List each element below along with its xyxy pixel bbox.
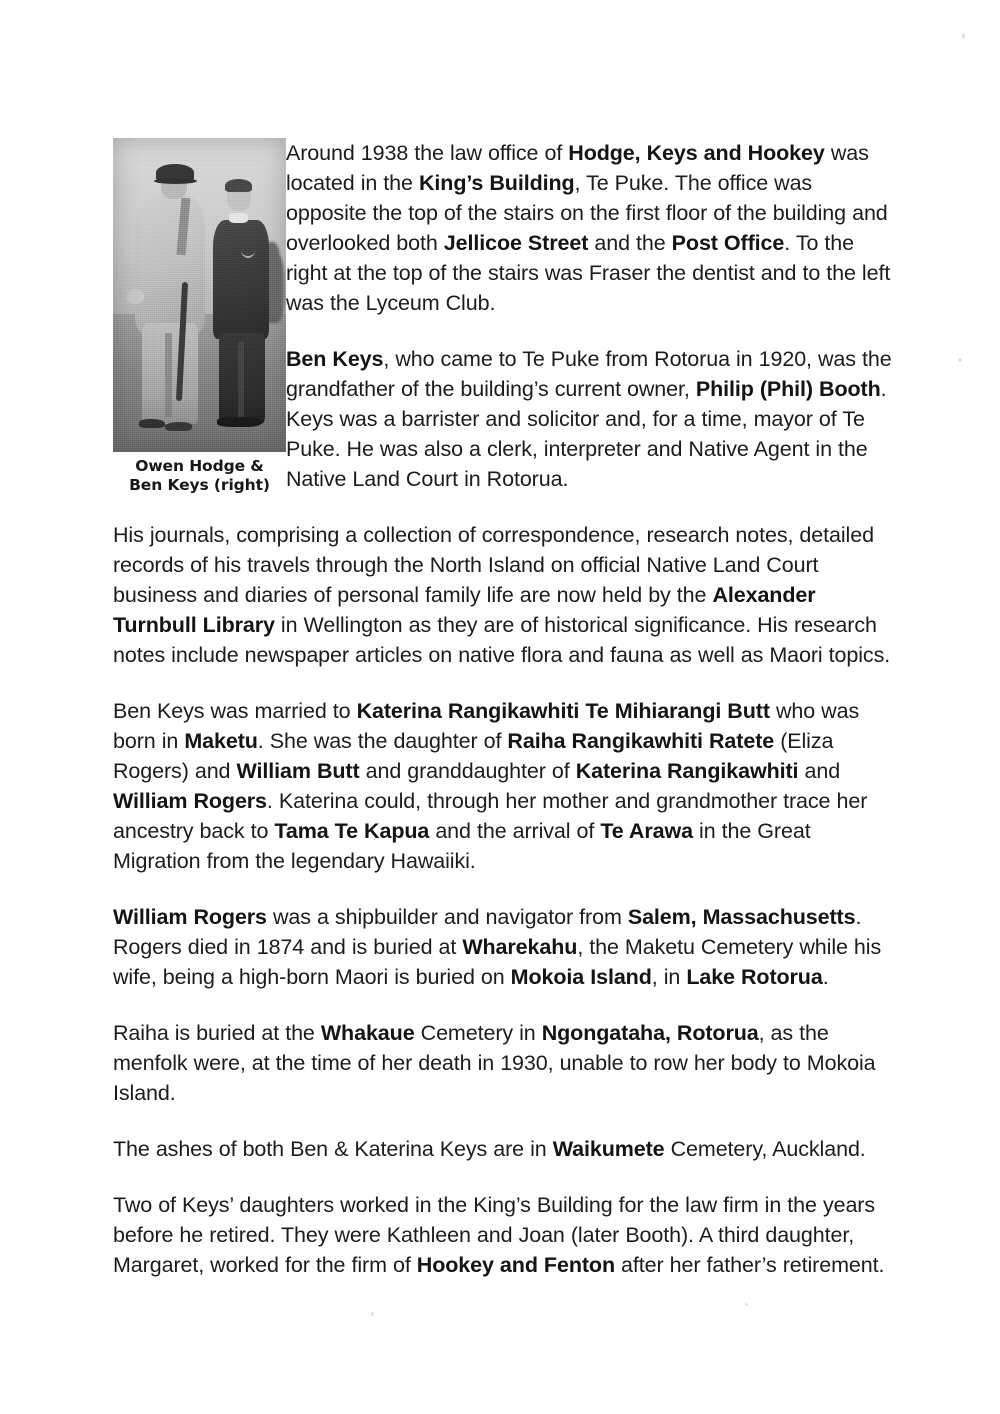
photo-vignette bbox=[113, 138, 286, 452]
text-run: . Rogers died in 1874 and is buried at bbox=[113, 905, 862, 959]
emphasis-run: Salem, Massachusetts bbox=[627, 905, 856, 929]
paragraph-p5-william-rogers bbox=[113, 902, 895, 992]
emphasis-run: Mokoia Island bbox=[510, 965, 652, 989]
historical-photograph bbox=[113, 138, 286, 452]
text-run: . Katerina could, through her mother and grandmother trace her ancestry back to bbox=[113, 789, 868, 843]
text-run: , Te Puke. The office was opposite the top of the stairs on the first floor of the building and overlooked both bbox=[286, 171, 888, 255]
paragraph-p8-daughters bbox=[113, 1190, 895, 1280]
text-run: who was born in bbox=[113, 699, 860, 753]
text-run: . She was the daughter of bbox=[257, 729, 508, 753]
text-run: Cemetery, Auckland. bbox=[664, 1137, 866, 1161]
emphasis-run: William Butt bbox=[236, 759, 360, 783]
emphasis-run: Te Arawa bbox=[600, 819, 693, 843]
emphasis-run: Alexander Turnbull Library bbox=[113, 583, 816, 637]
emphasis-run: Katerina Rangikawhiti Te Mihiarangi Butt bbox=[356, 699, 770, 723]
text-run: (Eliza Rogers) and bbox=[113, 729, 834, 783]
paragraph-p3-journals bbox=[113, 520, 895, 670]
text-run: . bbox=[822, 965, 829, 989]
text-run: Cemetery in bbox=[414, 1021, 542, 1045]
text-run: in the Great Migration from the legendary Hawaiiki. bbox=[113, 819, 811, 873]
text-run: . Keys was a barrister and solicitor and, for a time, mayor of Te Puke. He was also a clerk, interpreter and Native Agent in the Native Land Court in Rotorua. bbox=[286, 377, 887, 491]
text-run: , as the menfolk were, at the time of her death in 1930, unable to row her body to Mokoia Island. bbox=[113, 1021, 876, 1105]
paragraph-p6-raiha bbox=[113, 1018, 895, 1108]
photo-figure bbox=[113, 138, 286, 495]
emphasis-run: King’s Building bbox=[418, 171, 575, 195]
text-run: Raiha is buried at the bbox=[113, 1021, 321, 1045]
emphasis-run: Lake Rotorua bbox=[686, 965, 823, 989]
photo-caption bbox=[113, 457, 286, 495]
scan-speck bbox=[958, 358, 962, 362]
emphasis-run: William Rogers bbox=[113, 789, 267, 813]
emphasis-run: Hookey and Fenton bbox=[416, 1253, 615, 1277]
emphasis-run: Wharekahu bbox=[462, 935, 578, 959]
emphasis-run: Tama Te Kapua bbox=[274, 819, 430, 843]
emphasis-run: Katerina Rangikawhiti bbox=[575, 759, 799, 783]
text-run: was located in the bbox=[286, 141, 869, 195]
text-run: and the bbox=[588, 231, 672, 255]
emphasis-run: Hodge, Keys and Hookey bbox=[568, 141, 825, 165]
emphasis-run: Raiha Rangikawhiti Ratete bbox=[507, 729, 775, 753]
scan-speck bbox=[371, 1312, 374, 1316]
text-run: His journals, comprising a collection of correspondence, research notes, detailed records of his travels through the North Island on official Native Land Court business and diaries of personal family life are now held by the bbox=[113, 523, 874, 607]
scan-speck bbox=[745, 1303, 748, 1306]
emphasis-run: Whakaue bbox=[320, 1021, 415, 1045]
emphasis-run: Jellicoe Street bbox=[443, 231, 589, 255]
paragraph-p4-marriage bbox=[113, 696, 895, 876]
text-run: Two of Keys’ daughters worked in the King’s Building for the law firm in the years before he retired. They were Kathleen and Joan (later Booth). A third daughter, Margaret, worked for the firm of bbox=[113, 1193, 876, 1277]
emphasis-run: Waikumete bbox=[552, 1137, 665, 1161]
text-run: , who came to Te Puke from Rotorua in 1920, was the grandfather of the building’s current owner, bbox=[286, 347, 892, 401]
text-run: and granddaughter of bbox=[359, 759, 576, 783]
document-body bbox=[113, 138, 895, 1280]
text-run: . To the right at the top of the stairs was Fraser the dentist and to the left was the Lyceum Club. bbox=[286, 231, 891, 315]
scan-speck bbox=[962, 33, 965, 39]
text-run: and the arrival of bbox=[429, 819, 601, 843]
photo-caption-line-2: Ben Keys (right) bbox=[129, 476, 270, 494]
emphasis-run: Ben Keys bbox=[286, 347, 384, 371]
text-run: in Wellington as they are of historical significance. His research notes include newspaper articles on native flora and fauna as well as Maori topics. bbox=[113, 613, 891, 667]
text-run: , in bbox=[651, 965, 687, 989]
text-run: The ashes of both Ben & Katerina Keys are in bbox=[113, 1137, 553, 1161]
emphasis-run: Philip (Phil) Booth bbox=[695, 377, 881, 401]
text-run: Ben Keys was married to bbox=[113, 699, 357, 723]
text-run: , the Maketu Cemetery while his wife, being a high-born Maori is buried on bbox=[113, 935, 882, 989]
emphasis-run: Maketu bbox=[184, 729, 258, 753]
text-run: after her father’s retirement. bbox=[614, 1253, 885, 1277]
emphasis-run: Post Office bbox=[671, 231, 785, 255]
paragraph-p7-ashes bbox=[113, 1134, 895, 1164]
text-run: and bbox=[798, 759, 841, 783]
emphasis-run: Ngongataha, Rotorua bbox=[541, 1021, 759, 1045]
emphasis-run: William Rogers bbox=[113, 905, 267, 929]
photo-caption-line-1: Owen Hodge & bbox=[135, 457, 264, 475]
text-run: was a shipbuilder and navigator from bbox=[266, 905, 628, 929]
text-run: Around 1938 the law office of bbox=[286, 141, 569, 165]
